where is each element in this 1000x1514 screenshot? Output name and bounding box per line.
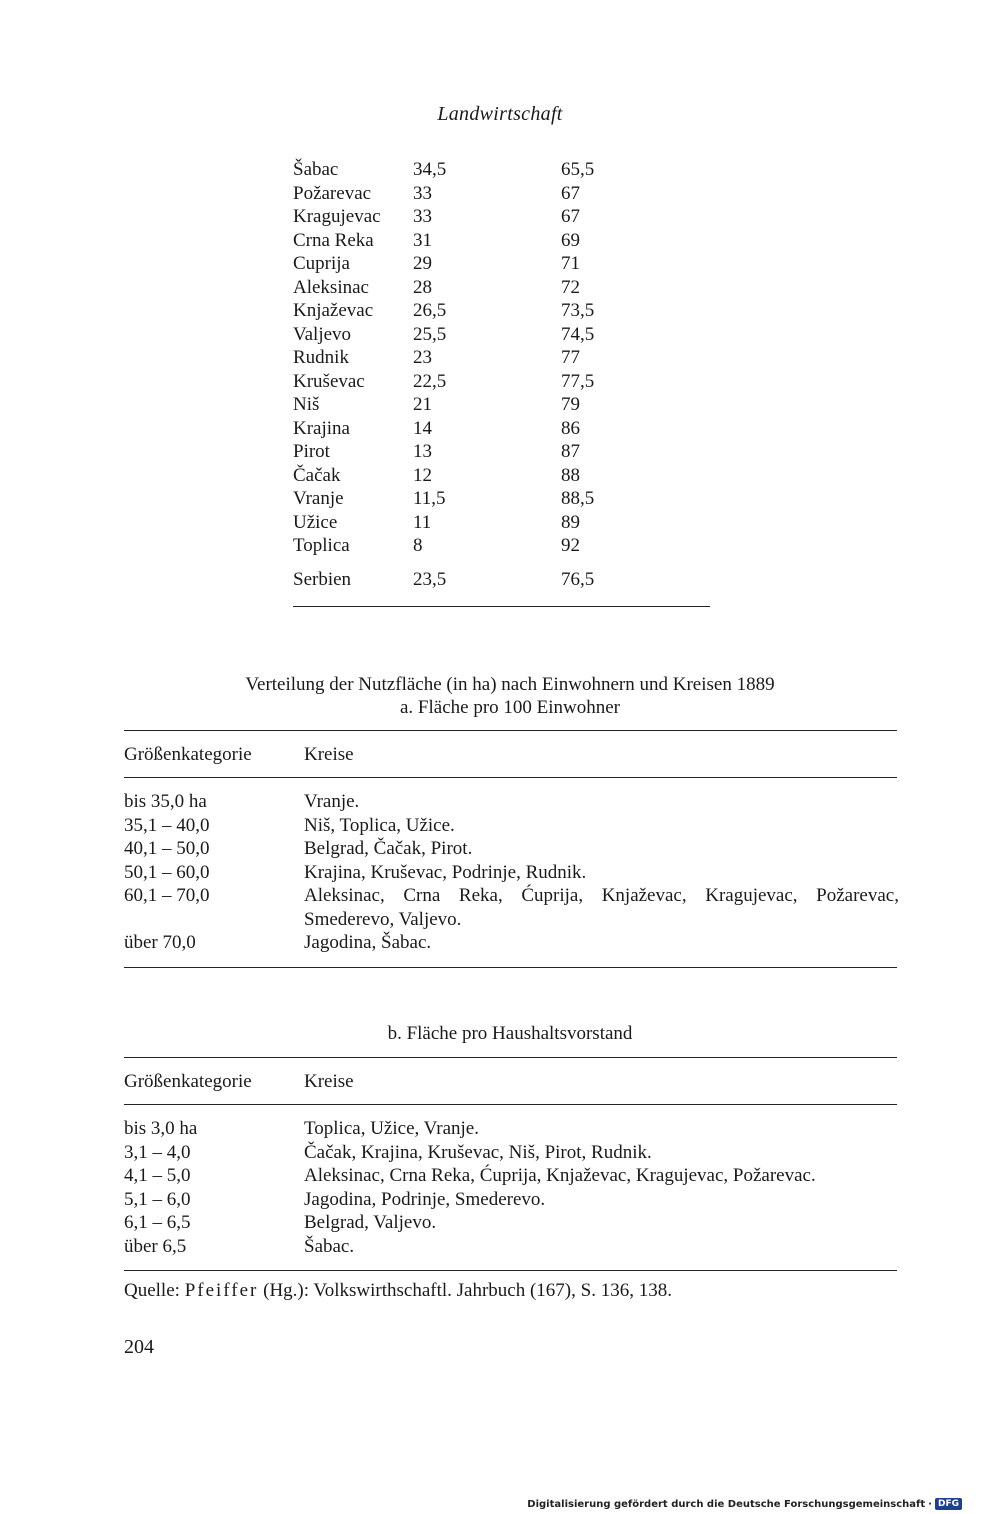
district-list: Belgrad, Valjevo. [304,1212,437,1233]
value-col-2: 87 [561,441,580,462]
value-col-1: 23,5 [413,568,447,590]
value-col-2: 92 [561,535,580,556]
district-list: Šabac. [304,1235,355,1257]
district-name: Šabac [293,159,339,180]
footer-text: Digitalisierung gefördert durch die Deutsche Forschungsgemeinschaft [527,1498,926,1510]
district-name: Pirot [293,441,330,462]
value-col-2: 69 [561,229,580,251]
district-name: Knjaževac [293,300,374,321]
table-row [293,464,713,488]
value-col-2: 76,5 [561,568,595,590]
table-row [293,323,713,347]
table-b-col-districts: Kreise [304,1071,354,1092]
table-a-col-districts: Kreise [304,744,354,765]
value-col-1: 11 [413,511,432,533]
district-name: Toplica [293,535,350,556]
table-b-header-rule [124,1104,897,1105]
table-row [293,182,713,206]
table-row [293,158,713,182]
table-row [124,1164,904,1188]
value-col-1: 34,5 [413,159,447,180]
source-author: Pfeiffer [184,1280,259,1301]
district-name: Čačak [293,464,341,486]
district-name: Vranje [293,488,344,509]
value-col-2: 74,5 [561,323,595,345]
table-row [293,393,713,417]
district-name: Kragujevac [293,206,381,227]
table-a-top-rule [124,730,897,731]
footer-credit: Digitalisierung gefördert durch die Deutsche Forschungsgemeinschaft · DFG [527,1498,962,1510]
value-col-1: 12 [413,464,432,486]
district-list: Jagodina, Šabac. [304,932,432,953]
table-a-bottom-rule [124,967,897,968]
district-name: Cuprija [293,253,350,274]
table-row [293,370,713,394]
table-row [293,299,713,323]
value-col-1: 14 [413,417,432,439]
table-row [124,931,904,955]
table-row [293,229,713,253]
size-category: 40,1 – 50,0 [124,838,210,859]
district-list: Vranje. [304,791,360,812]
value-col-1: 31 [413,229,432,251]
value-col-2: 67 [561,206,580,227]
district-list: Niš, Toplica, Užice. [304,814,455,836]
table-row [293,252,713,276]
size-category: 3,1 – 4,0 [124,1141,191,1163]
value-col-1: 25,5 [413,323,447,345]
table-row [124,884,904,931]
size-category: 6,1 – 6,5 [124,1212,191,1233]
dfg-logo: DFG [935,1498,962,1510]
district-name: Rudnik [293,347,349,368]
district-name: Krajina [293,417,350,439]
value-col-2: 89 [561,511,580,533]
value-col-1: 28 [413,276,432,298]
value-col-1: 33 [413,206,432,227]
size-category: 50,1 – 60,0 [124,861,210,883]
table-a-header-rule [124,777,897,778]
value-col-1: 21 [413,394,432,415]
value-col-1: 26,5 [413,300,447,321]
value-col-1: 11,5 [413,488,446,509]
table-row [293,346,713,370]
running-head: Landwirtschaft [437,103,563,125]
table-b-col-category: Größenkategorie [124,1071,252,1092]
value-col-2: 77 [561,347,580,368]
table-b-top-rule [124,1057,897,1058]
district-list: Čačak, Krajina, Kruševac, Niš, Pirot, Rudnik. [304,1141,652,1163]
district-name: Serbien [293,568,352,590]
size-category: 35,1 – 40,0 [124,814,210,836]
value-col-2: 79 [561,394,580,415]
district-list: Jagodina, Podrinje, Smederevo. [304,1188,546,1210]
value-col-2: 77,5 [561,370,595,392]
table-row [293,487,713,511]
district-share-table [293,158,713,591]
district-name: Niš [293,394,320,415]
source-prefix: Quelle: [124,1280,185,1301]
size-category: 4,1 – 5,0 [124,1165,191,1186]
value-col-2: 67 [561,182,580,204]
total-row [293,568,713,592]
table-row [293,534,713,558]
district-list: Krajina, Kruševac, Podrinje, Rudnik. [304,861,587,883]
table-row [293,511,713,535]
value-col-1: 8 [413,535,423,556]
district-name: Valjevo [293,323,352,345]
size-category: 60,1 – 70,0 [124,885,210,906]
table-b-body [124,1117,904,1258]
size-category: bis 35,0 ha [124,791,207,812]
district-name: Užice [293,511,338,533]
table-bottom-rule [293,606,710,607]
district-name: Crna Reka [293,229,374,251]
size-category: bis 3,0 ha [124,1118,198,1139]
district-list: Toplica, Užice, Vranje. [304,1118,479,1139]
table-row [124,1235,904,1259]
section-title: Verteilung der Nutzfläche (in ha) nach Einwohnern und Kreisen 1889 [245,674,775,695]
value-col-1: 29 [413,253,432,274]
value-col-2: 72 [561,276,580,298]
value-col-2: 86 [561,417,580,439]
value-col-1: 13 [413,441,432,462]
table-row [124,1141,904,1165]
table-row [293,440,713,464]
table-row [293,417,713,441]
source-note [124,1280,672,1302]
section-a-subtitle: a. Fläche pro 100 Einwohner [399,697,621,718]
district-name: Požarevac [293,182,372,204]
size-category: über 70,0 [124,932,196,953]
section-b-subtitle: b. Fläche pro Haushaltsvorstand [387,1023,633,1044]
size-category: über 6,5 [124,1235,187,1257]
page-number: 204 [124,1336,154,1358]
table-row [124,1117,904,1141]
district-name: Aleksinac [293,276,369,298]
table-row [124,861,904,885]
size-category: 5,1 – 6,0 [124,1188,191,1210]
district-name: Kruševac [293,370,365,392]
value-col-2: 65,5 [561,159,595,180]
district-list: Aleksinac, Crna Reka, Ćuprija, Knjaževac, Kragujevac, Požarevac, Smederevo, Valjevo. [304,885,899,930]
value-col-2: 71 [561,253,580,274]
table-a-body [124,790,904,955]
value-col-1: 22,5 [413,370,447,392]
table-row [293,276,713,300]
table-row [124,814,904,838]
table-b-bottom-rule [124,1270,897,1271]
table-row [124,1211,904,1235]
value-col-2: 88 [561,464,580,486]
value-col-1: 23 [413,347,432,368]
table-row [124,837,904,861]
value-col-2: 73,5 [561,300,595,321]
table-row [293,205,713,229]
value-col-2: 88,5 [561,488,595,509]
table-a-col-category: Größenkategorie [124,744,252,765]
district-list: Belgrad, Čačak, Pirot. [304,838,473,859]
source-rest: (Hg.): Volkswirthschaftl. Jahrbuch (167), S. 136, 138. [258,1280,672,1301]
district-list: Aleksinac, Crna Reka, Ćuprija, Knjaževac, Kragujevac, Požarevac. [304,1165,816,1186]
table-row [124,790,904,814]
value-col-1: 33 [413,182,432,204]
table-row [124,1188,904,1212]
